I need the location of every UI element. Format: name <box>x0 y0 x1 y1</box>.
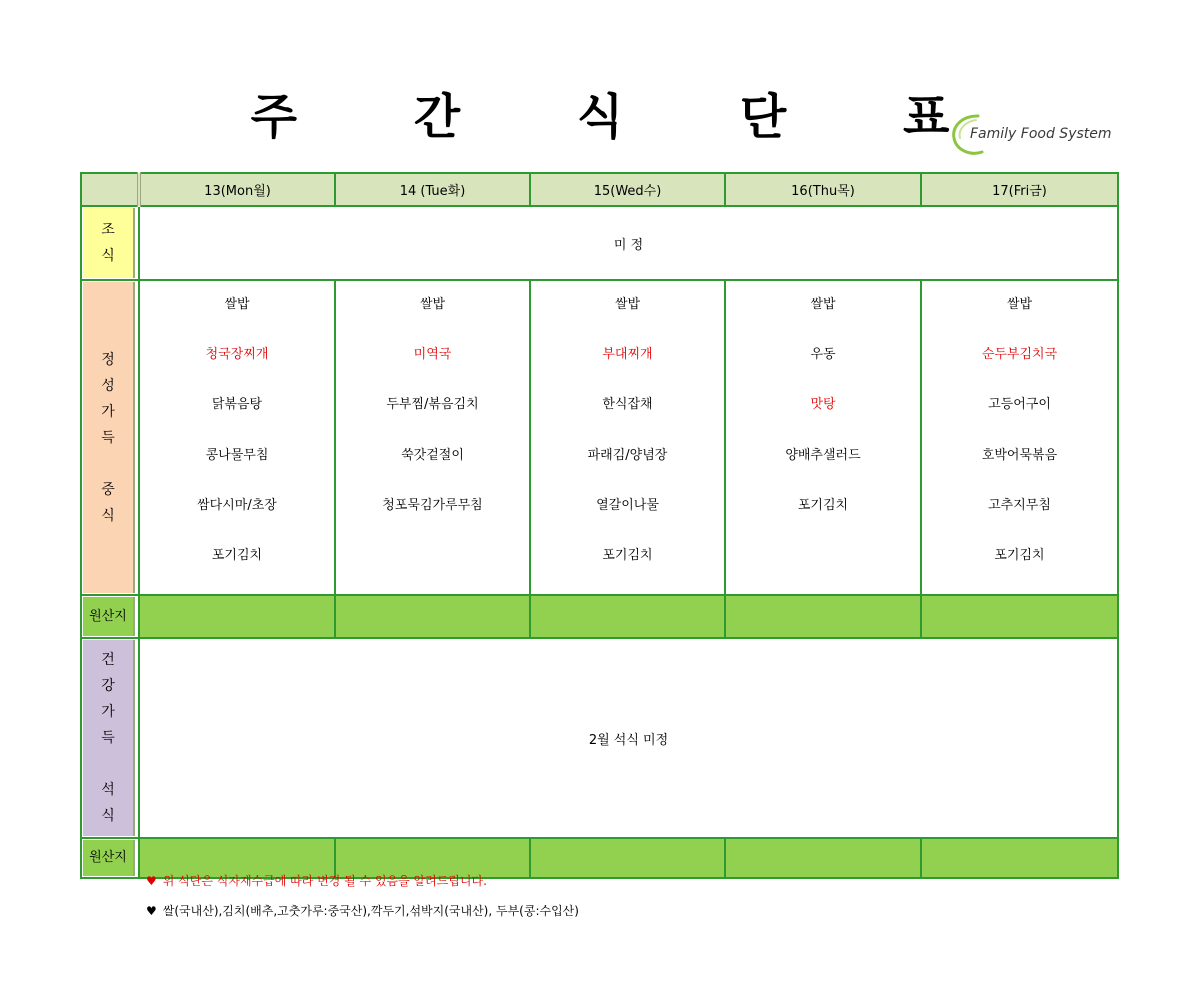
origin-label: 원산지 <box>81 595 139 638</box>
dish-item: 닭볶음탕 <box>211 397 263 413</box>
breakfast-label: 조 식 <box>81 206 139 280</box>
origin-cell <box>335 595 530 638</box>
origin-cell <box>921 838 1118 878</box>
weekly-menu-table <box>80 172 1117 867</box>
lunch-menu-mon <box>139 280 335 595</box>
origin-cell <box>530 595 725 638</box>
dish-item: 쌀밥 <box>614 297 641 312</box>
corner-cell <box>81 173 139 206</box>
origin-cell <box>139 595 335 638</box>
dish-item: 한식잡채 <box>602 397 653 413</box>
dish-item: 순두부김치국 <box>981 347 1058 363</box>
dish-item: 두부찜/볶음김치 <box>386 397 479 413</box>
origin-cell <box>725 595 921 638</box>
lunch-menu-wed <box>530 280 725 595</box>
lunch-menu-thu <box>725 280 921 595</box>
dish-item: 쑥갓겉절이 <box>401 447 464 463</box>
day-header: 17(Fri금) <box>921 173 1118 206</box>
breakfast-text: 미 정 <box>139 206 1118 280</box>
note-origin-info: ♥ 쌀(국내산),김치(배추,고춧가루:중국산),깍두기,섞박지(국내산), 두부(콩:수입산) <box>146 904 579 918</box>
dish-item: 파래김/양념장 <box>587 447 668 463</box>
day-header: 13(Mon월) <box>139 173 335 206</box>
dish-item: 쌀밥 <box>419 297 446 312</box>
origin-row <box>81 595 1118 638</box>
dish-item: 미역국 <box>413 347 452 363</box>
breakfast-row <box>81 206 1118 280</box>
origin-label: 원산지 <box>81 838 139 878</box>
dish-item: 우동 <box>810 347 836 363</box>
dish-item: 열갈이나물 <box>596 497 659 513</box>
logo <box>948 112 1118 158</box>
dish-item: 쌀밥 <box>224 297 250 312</box>
dinner-row <box>81 638 1118 838</box>
dinner-text: 2월 석식 미정 <box>139 638 1118 838</box>
dish-item: 포기김치 <box>211 547 263 563</box>
day-header: 15(Wed수) <box>530 173 725 206</box>
heart-icon: ♥ <box>146 904 157 918</box>
day-header: 14 (Tue화) <box>335 173 530 206</box>
dish-item: 고추지무침 <box>988 497 1051 513</box>
dish-item: 쌀밥 <box>1006 297 1033 312</box>
dish-item: 양배추샐러드 <box>785 447 861 463</box>
dish-item: 포기김치 <box>602 547 653 563</box>
origin-cell <box>725 838 921 878</box>
dish-item: 고등어구이 <box>988 397 1051 413</box>
page-title: 주 간 식 단 표 <box>250 89 1000 145</box>
heart-icon: ♥ <box>146 874 157 888</box>
dinner-label: 건 강 가 득 석 식 <box>81 638 139 838</box>
lunch-menu-fri <box>921 280 1118 595</box>
lunch-row <box>81 280 1118 595</box>
logo-text: Family Food System <box>970 126 1112 142</box>
dish-item: 포기김치 <box>797 497 849 513</box>
dish-item: 청국장찌개 <box>205 347 269 363</box>
lunch-label: 정 성 가 득 중 식 <box>81 280 139 595</box>
origin-cell <box>921 595 1118 638</box>
dish-item: 포기김치 <box>994 547 1045 563</box>
lunch-menu-tue <box>335 280 530 595</box>
note-change-notice: ♥ 위 식단은 식자재수급에 따라 변경 될 수 있음을 알려드립니다. <box>146 874 487 888</box>
dish-item: 맛탕 <box>810 397 836 413</box>
dish-item: 부대찌개 <box>602 347 653 363</box>
header-row <box>81 173 1118 206</box>
notes <box>146 872 579 932</box>
dish-item: 콩나물무침 <box>205 447 269 463</box>
day-header: 16(Thu목) <box>725 173 921 206</box>
dish-item: 쌀밥 <box>810 297 836 312</box>
dish-item: 청포묵김가루무침 <box>382 497 483 513</box>
dish-item: 쌈다시마/초장 <box>197 497 277 513</box>
dish-item: 호박어묵볶음 <box>981 447 1058 463</box>
